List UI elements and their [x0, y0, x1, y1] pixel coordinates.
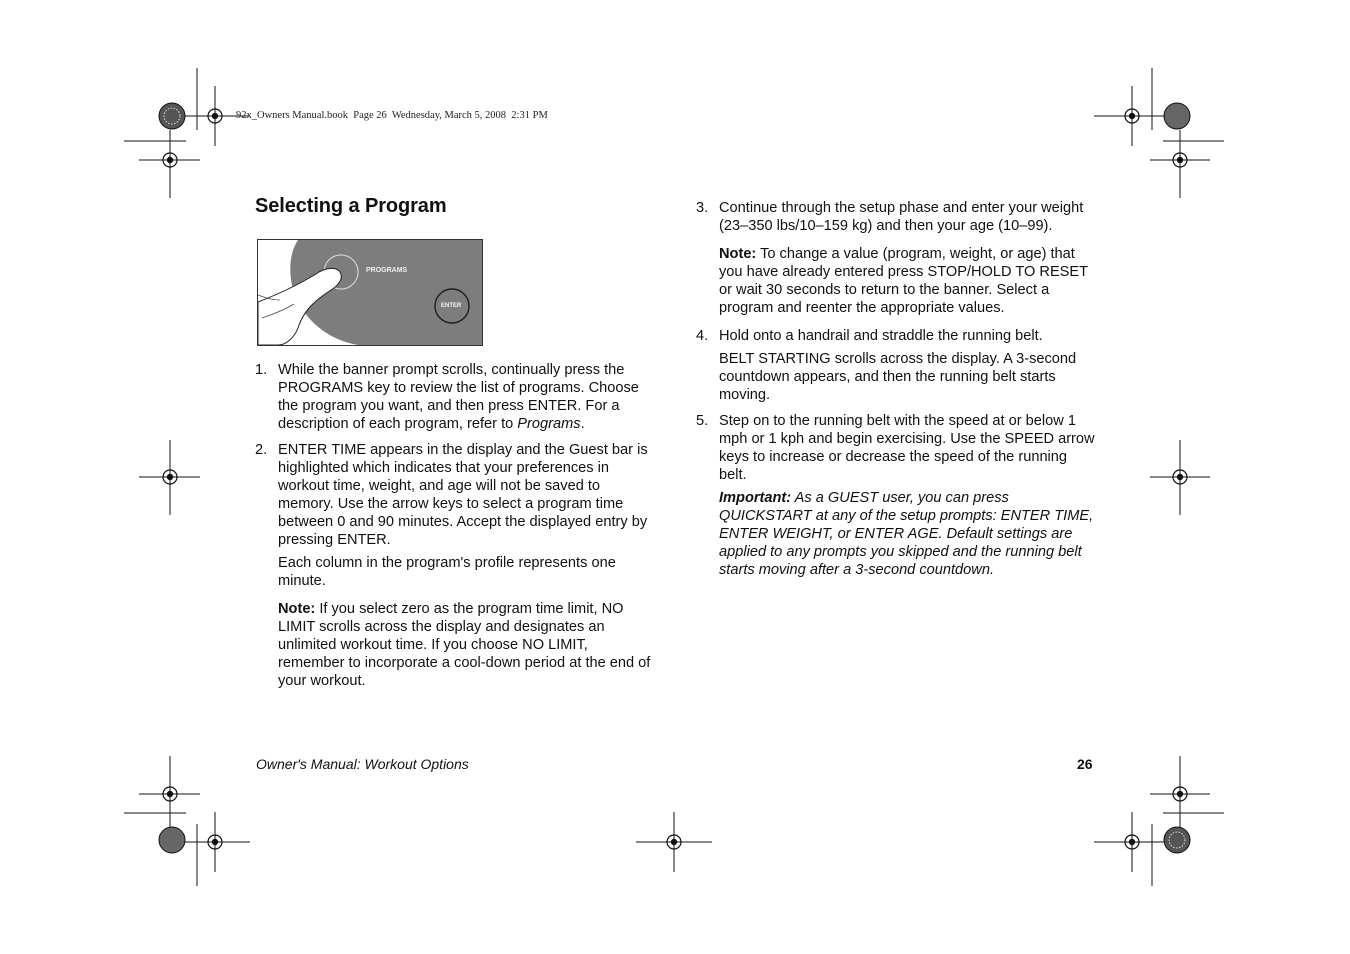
step-number: 3.: [696, 200, 709, 216]
programs-reference: Programs: [517, 416, 581, 432]
print-header-stamp: 92x_Owners Manual.book Page 26 Wednesday, March 5, 2008 2:31 PM: [236, 110, 548, 121]
footer-section-title: Owner's Manual: Workout Options: [256, 756, 469, 772]
step-2: [255, 441, 655, 549]
step-text-end: .: [580, 416, 585, 432]
step-number: 1.: [255, 362, 268, 378]
important-label: Important:: [719, 490, 792, 506]
step-5: [696, 412, 1096, 484]
step-text: ENTER TIME appears in the display and the Guest bar is highlighted which indicates that your preferences in workout time, weight, and age will not be saved to memory. Use the arrow keys to select a program time between 0 and 90 minutes. Accept the displayed entry by pressing ENTER.: [278, 442, 648, 548]
step-3: [696, 199, 1096, 235]
step-number: 2.: [255, 442, 268, 458]
note-label: Note:: [719, 246, 757, 262]
step-text: Step on to the running belt with the speed at or below 1 mph or 1 kph and begin exercising. Use the SPEED arrow keys to increase or decrease the speed of the running belt.: [719, 413, 1095, 483]
section-title: Selecting a Program: [255, 195, 447, 217]
step-text: Continue through the setup phase and enter your weight (23–350 lbs/10–159 kg) and then your age (10–99).: [719, 200, 1084, 234]
step-paragraph: Each column in the program's profile represents one minute.: [278, 555, 616, 589]
step-1: [255, 361, 655, 433]
note-text: To change a value (program, weight, or age) that you have already entered press STOP/HOLD TO RESET or wait 30 seconds to return to the banner. Select a program and reenter the appropriate values.: [719, 246, 1088, 316]
left-column: [255, 361, 655, 698]
note-label: Note:: [278, 601, 316, 617]
note-paragraph: [719, 245, 1096, 317]
step-number: 4.: [696, 328, 709, 344]
note-paragraph: [278, 600, 655, 690]
step-number: 5.: [696, 413, 709, 429]
step-text: While the banner prompt scrolls, continually press the PROGRAMS key to review the list of programs. Choose the program you want, and then press ENTER. For a description of each program, refer to: [278, 362, 639, 432]
step-paragraph: BELT STARTING scrolls across the display. A 3-second countdown appears, and then the running belt starts moving.: [719, 351, 1077, 403]
important-text: As a GUEST user, you can press QUICKSTART at any of the setup prompts: ENTER TIME, ENTER WEIGHT, or ENTER AGE. Default settings are applied to any prompts you skipped and the running belt starts moving after a 3-second countdown.: [719, 490, 1094, 578]
programs-key-illustration: [257, 239, 483, 346]
page-number: 26: [1077, 756, 1093, 772]
right-column: [696, 199, 1096, 579]
note-text: If you select zero as the program time limit, NO LIMIT scrolls across the display and designates an unlimited workout time. If you choose NO LIMIT, remember to incorporate a cool-down period at the end of your workout.: [278, 601, 651, 689]
step-text: Hold onto a handrail and straddle the running belt.: [719, 328, 1043, 344]
enter-key-label: ENTER: [441, 303, 462, 309]
step-4: [696, 327, 1096, 345]
programs-key-label: PROGRAMS: [366, 267, 408, 274]
important-paragraph: [719, 489, 1096, 579]
